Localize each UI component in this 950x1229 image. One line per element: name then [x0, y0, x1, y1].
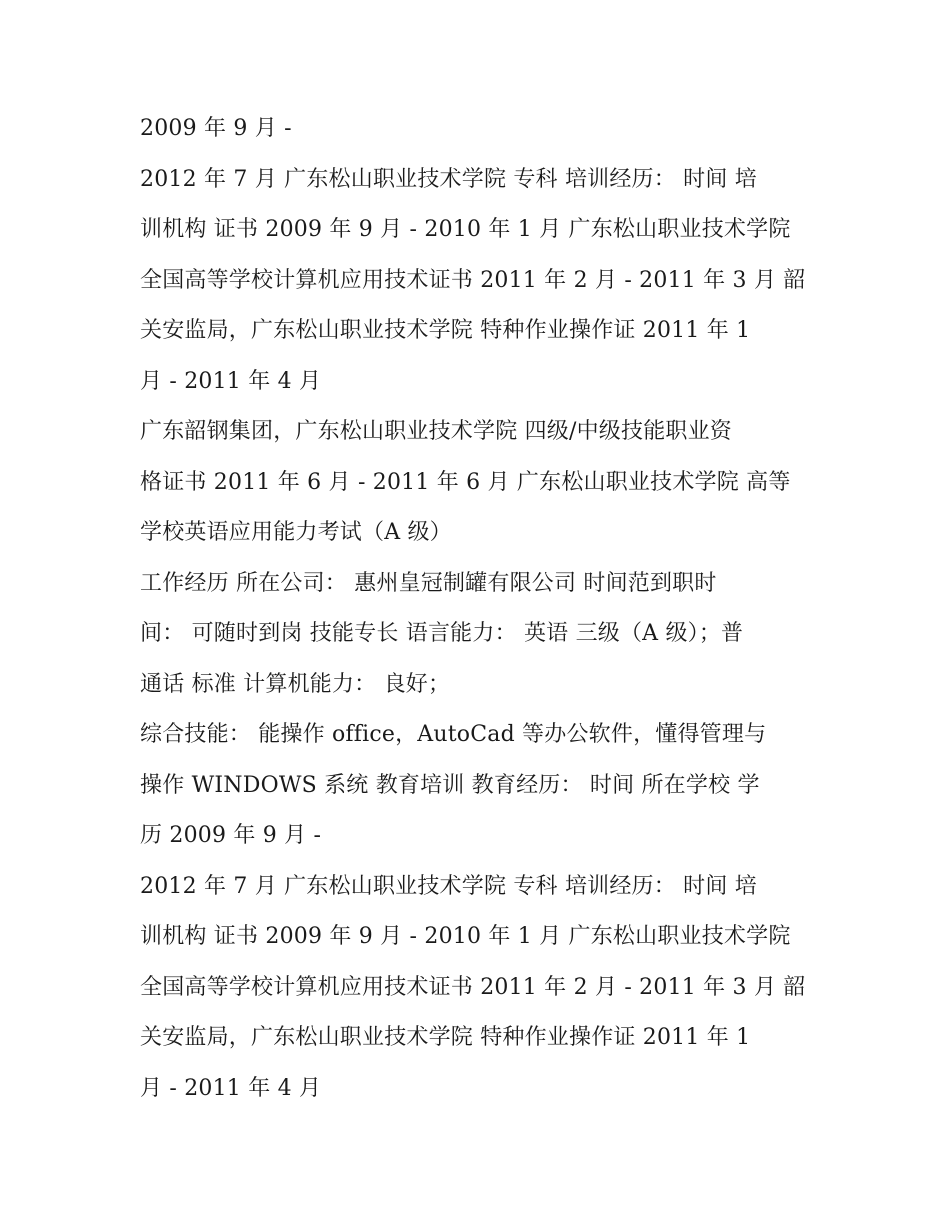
text-line: 关安监局，广东松山职业技术学院 特种作业操作证 2011 年 1	[140, 1025, 751, 1050]
text-line: 月 - 2011 年 4 月	[140, 1075, 322, 1101]
text-line: 工作经历 所在公司： 惠州皇冠制罐有限公司 时间范到职时	[140, 570, 717, 596]
text-line: 间： 可随时到岗 技能专长 语言能力： 英语 三级（A 级）；普	[140, 621, 744, 646]
text-line: 2009 年 9 月 -	[140, 116, 292, 141]
text-line: 全国高等学校计算机应用技术证书 2011 年 2 月 - 2011 年 3 月 韶	[140, 267, 806, 293]
text-line: 全国高等学校计算机应用技术证书 2011 年 2 月 - 2011 年 3 月 韶	[140, 974, 806, 1000]
text-line: 操作 WINDOWS 系统 教育培训 教育经历： 时间 所在学校 学	[140, 772, 760, 798]
text-line: 历 2009 年 9 月 -	[140, 823, 322, 848]
text-line: 月 - 2011 年 4 月	[140, 368, 322, 394]
text-line: 关安监局，广东松山职业技术学院 特种作业操作证 2011 年 1	[140, 318, 751, 343]
text-line: 训机构 证书 2009 年 9 月 - 2010 年 1 月 广东松山职业技术学院	[140, 217, 791, 242]
text-line: 学校英语应用能力考试（A 级）	[140, 520, 452, 545]
text-line: 综合技能： 能操作 office，AutoCad 等办公软件，懂得管理与	[140, 722, 767, 747]
text-line: 训机构 证书 2009 年 9 月 - 2010 年 1 月 广东松山职业技术学院	[140, 924, 791, 949]
text-line: 通话 标准 计算机能力： 良好；	[140, 671, 451, 697]
resume-text-block	[140, 104, 820, 1114]
text-line: 2012 年 7 月 广东松山职业技术学院 专科 培训经历： 时间 培	[140, 873, 757, 899]
text-line: 广东韶钢集团，广东松山职业技术学院 四级/中级技能职业资	[140, 419, 733, 444]
text-line: 2012 年 7 月 广东松山职业技术学院 专科 培训经历： 时间 培	[140, 166, 757, 192]
text-line: 格证书 2011 年 6 月 - 2011 年 6 月 广东松山职业技术学院 高等	[140, 469, 791, 495]
